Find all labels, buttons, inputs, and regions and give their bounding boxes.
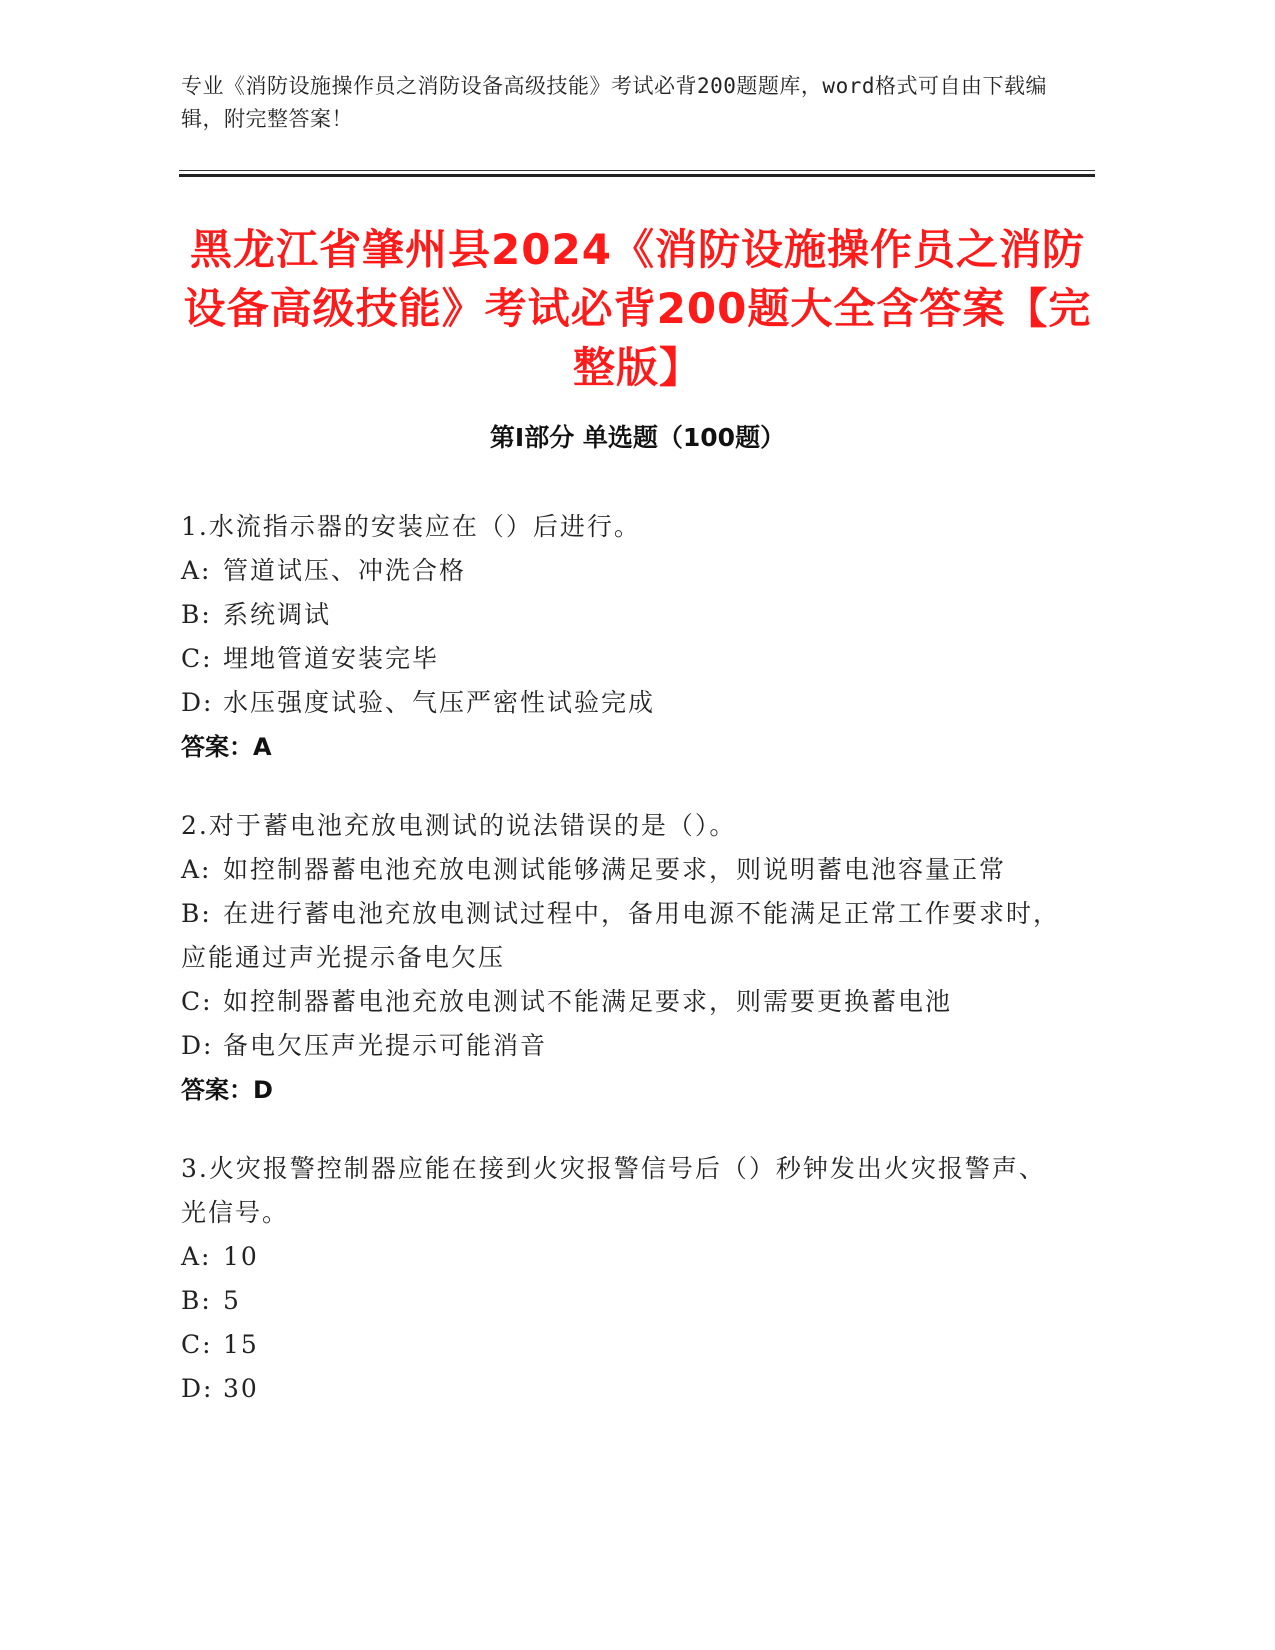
option-text: 水压强度试验、气压严密性试验完成: [223, 688, 656, 717]
option-letter: A:: [181, 556, 212, 585]
option-letter: C:: [181, 644, 213, 673]
option-a: [181, 549, 1061, 593]
option-text: 15: [223, 1330, 259, 1359]
option-text: 5: [223, 1286, 241, 1315]
option-d: [181, 1024, 1061, 1068]
option-c: [181, 637, 1061, 681]
option-letter: D:: [181, 1374, 214, 1403]
option-letter: A:: [181, 855, 212, 884]
option-letter: A:: [181, 1242, 212, 1271]
option-letter: B:: [181, 899, 212, 928]
option-a: [181, 1235, 1061, 1279]
option-b: [181, 593, 1061, 637]
option-c: [181, 1323, 1061, 1367]
option-text: 备电欠压声光提示可能消音: [223, 1031, 548, 1060]
option-text: 埋地管道安装完毕: [223, 644, 440, 673]
option-d: [181, 681, 1061, 725]
option-text: 30: [223, 1374, 259, 1403]
answer-line: 答案：D: [181, 1076, 273, 1104]
answer-line: 答案：A: [181, 733, 272, 761]
option-letter: B:: [181, 1286, 212, 1315]
option-text: 10: [223, 1242, 259, 1271]
question-item: [181, 505, 1061, 769]
header-rule-thick: [179, 174, 1095, 177]
option-letter: B:: [181, 600, 212, 629]
option-text: 如控制器蓄电池充放电测试不能满足要求，则需要更换蓄电池: [223, 987, 953, 1016]
option-text: 在进行蓄电池充放电测试过程中，备用电源不能满足正常工作要求时，应能通过声光提示备电欠压: [181, 899, 1061, 972]
option-text: 系统调试: [223, 600, 332, 629]
document-title: 黑龙江省肇州县2024《消防设施操作员之消防设备高级技能》考试必背200题大全含答案【完整版】: [183, 225, 1092, 392]
option-letter: C:: [181, 1330, 213, 1359]
section-heading: 第I部分 单选题（100题）: [489, 423, 786, 452]
option-b: [181, 1279, 1061, 1323]
question-item: [181, 1147, 1061, 1411]
option-b: [181, 892, 1061, 980]
question-stem: 2.对于蓄电池充放电测试的说法错误的是（）。: [181, 811, 737, 840]
option-d: [181, 1367, 1061, 1411]
question-stem: 1.水流指示器的安装应在（）后进行。: [181, 512, 641, 541]
header-rule-thin: [179, 170, 1095, 171]
option-text: 管道试压、冲洗合格: [223, 556, 467, 585]
option-letter: D:: [181, 688, 214, 717]
option-text: 如控制器蓄电池充放电测试能够满足要求，则说明蓄电池容量正常: [223, 855, 1007, 884]
option-letter: C:: [181, 987, 213, 1016]
option-letter: D:: [181, 1031, 214, 1060]
question-list: [181, 505, 1061, 1446]
option-c: [181, 980, 1061, 1024]
question-item: [181, 804, 1061, 1112]
option-a: [181, 848, 1061, 892]
header-note: 专业《消防设施操作员之消防设备高级技能》考试必背200题题库，word格式可自由下载编辑，附完整答案！: [181, 74, 1047, 131]
question-stem: 3.火灾报警控制器应能在接到火灾报警信号后（）秒钟发出火灾报警声、光信号。: [181, 1154, 1046, 1227]
